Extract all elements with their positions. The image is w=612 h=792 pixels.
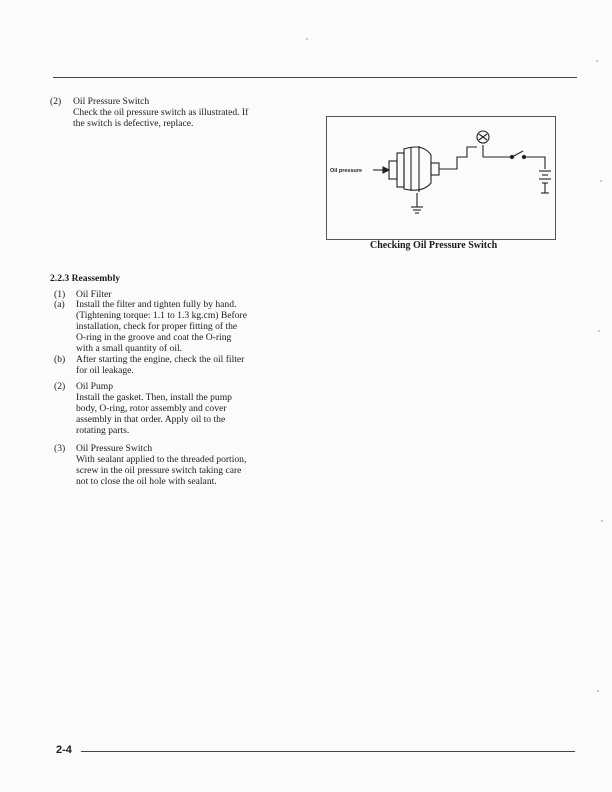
section-a-number: (2): [50, 96, 62, 107]
item1-title: Oil Filter: [76, 289, 112, 300]
item1-a-label: (a): [54, 299, 65, 310]
switch-terminal: [431, 163, 439, 175]
item1-a-line: with a small quantity of oil.: [76, 343, 183, 354]
item1-b-label: (b): [54, 354, 66, 365]
item2-line: assembly in that order. Apply oil to the: [76, 414, 226, 425]
scan-speck: [596, 60, 598, 62]
item1-number: (1): [54, 289, 66, 300]
switch-hex-left: [397, 153, 404, 187]
oil-pressure-switch-diagram: [327, 117, 555, 239]
item3-line: With sealant applied to the threaded portion,: [76, 454, 247, 465]
scan-speck: [598, 330, 600, 332]
scan-speck: [601, 520, 603, 522]
reassembly-heading: 2.2.3 Reassembly: [50, 273, 121, 284]
scan-speck: [600, 180, 602, 182]
top-rule: [53, 77, 577, 78]
scan-speck: [306, 38, 308, 40]
page-number: 2-4: [56, 744, 72, 756]
item2-line: rotating parts.: [76, 425, 130, 436]
oil-flow-arrow-head: [383, 167, 389, 173]
item2-number: (2): [54, 381, 66, 392]
item2-title: Oil Pump: [76, 381, 114, 392]
item1-a-line: Install the filter and tighten fully by hand.: [76, 299, 237, 310]
item1-b-line: After starting the engine, check the oil filter: [76, 354, 245, 365]
item3-number: (3): [54, 443, 66, 454]
figure-caption: Checking Oil Pressure Switch: [370, 240, 498, 251]
switch-body: [404, 147, 431, 190]
item3-line: screw in the oil pressure switch taking care: [76, 465, 242, 476]
item3-title: Oil Pressure Switch: [76, 443, 153, 454]
item2-line: Install the gasket. Then, install the pump: [76, 392, 232, 403]
section-a-title: Oil Pressure Switch: [73, 96, 150, 107]
item2-line: body, O-ring, rotor assembly and cover: [76, 403, 227, 414]
item1-a-line: (Tightening torque: 1.1 to 1.3 kg.cm) Before: [76, 310, 247, 321]
item1-a-line: O-ring in the groove and coat the O-ring: [76, 332, 232, 343]
wire-to-lamp: [439, 147, 477, 169]
section-a-line: the switch is defective, replace.: [73, 118, 194, 129]
item1-b-line: for oil leakage.: [76, 365, 134, 376]
wire-to-battery: [524, 157, 545, 169]
scan-speck: [597, 690, 599, 692]
figure-box: [326, 116, 556, 240]
item1-a-line: installation, check for proper fitting of the: [76, 321, 238, 332]
item3-line: not to close the oil hole with sealant.: [76, 476, 217, 487]
section-a-line: Check the oil pressure switch as illustrated. If: [73, 107, 249, 118]
oil-pressure-label: Oil pressure: [330, 168, 363, 174]
bottom-rule: [81, 751, 575, 752]
